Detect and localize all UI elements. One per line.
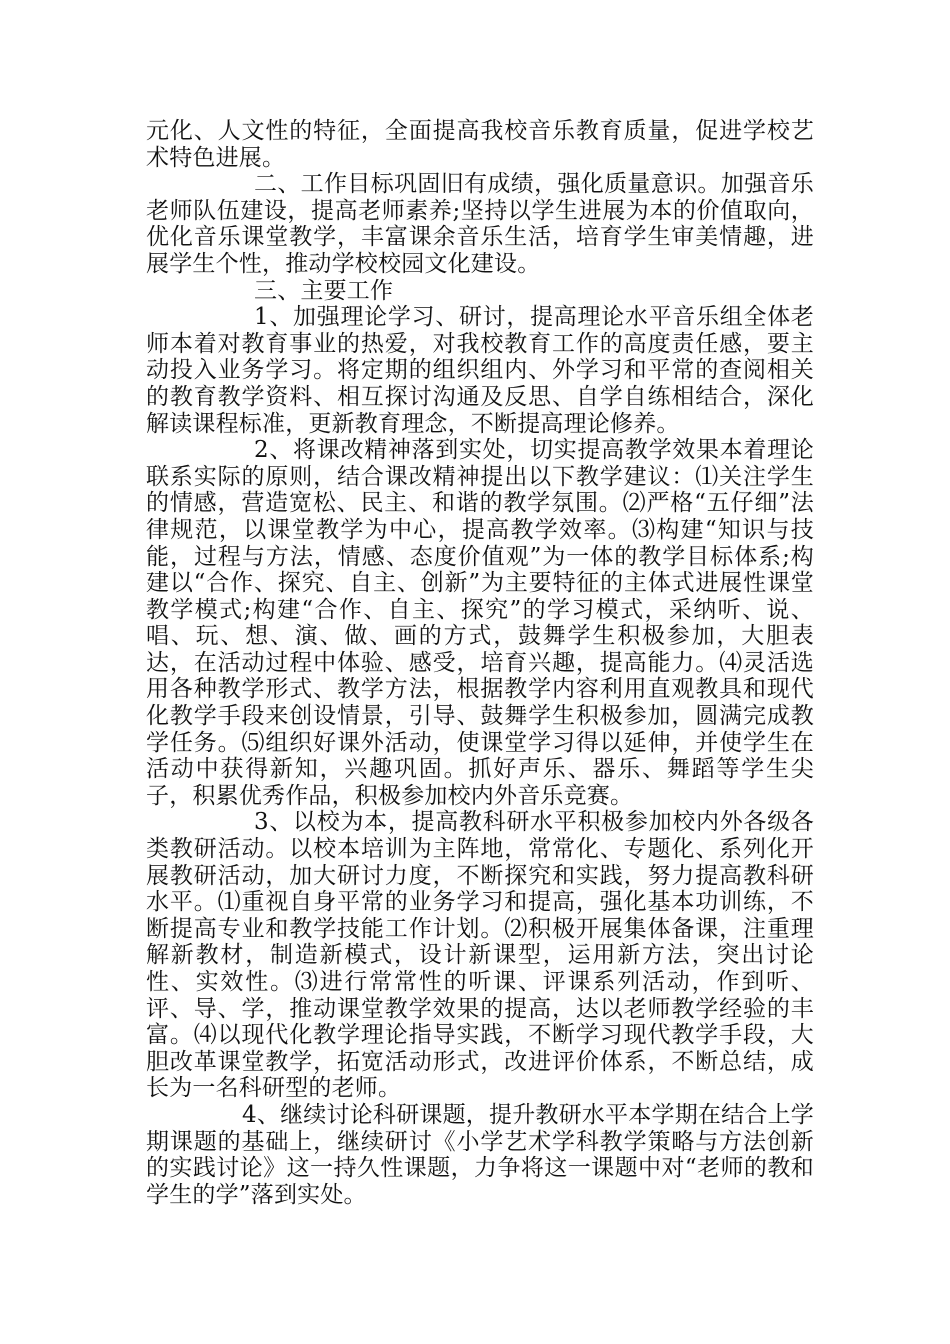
paragraph-item-1: 1、加强理论学习、研讨，提高理论水平音乐组全体老师本着对教育事业的热爱，对我校教育工作的高度责任感，要主动投入业务学习。将定期的组织组内、外学习和平常的查阅相关的教育教学资料、相互探讨沟通及反思、自学自练相结合，深化解读课程标准，更新教育理念，不断提高理论修养。	[146, 304, 814, 437]
paragraph-item-2: 2、将课改精神落到实处，切实提高教学效果本着理论联系实际的原则，结合课改精神提出以下教学建议：⑴关注学生的情感，营造宽松、民主、和谐的教学氛围。⑵严格“五仔细”法律规范，以课堂教学为中心，提高教学效率。⑶构建“知识与技能，过程与方法，情感、态度价值观”为一体的教学目标体系;构建以“合作、探究、自主、创新”为主要特征的主体式进展性课堂教学模式;构建“合作、自主、探究”的学习模式，采纳听、说、唱、玩、想、演、做、画的方式，鼓舞学生积极参加，大胆表达，在活动过程中体验、感受，培育兴趣，提高能力。⑷灵活选用各种教学形式、教学方法，根据教学内容利用直观教具和现代化教学手段来创设情景，引导、鼓舞学生积极参加，圆满完成教学任务。⑸组织好课外活动，使课堂学习得以延伸，并使学生在活动中获得新知，兴趣巩固。抓好声乐、器乐、舞蹈等学生尖子，积累优秀作品，积极参加校内外音乐竞赛。	[146, 437, 814, 809]
paragraph-intro-continuation: 元化、人文性的特征，全面提高我校音乐教育质量，促进学校艺术特色进展。	[146, 118, 814, 171]
document-body	[146, 118, 814, 1208]
paragraph-work-goals: 二、工作目标巩固旧有成绩，强化质量意识。加强音乐老师队伍建设，提高老师素养;坚持以学生进展为本的价值取向，优化音乐课堂教学，丰富课余音乐生活，培育学生审美情趣，进展学生个性，推动学校校园文化建设。	[146, 171, 814, 277]
section-heading-main-work: 三、主要工作	[254, 277, 394, 304]
paragraph-item-4: 4、继续讨论科研课题，提升教研水平本学期在结合上学期课题的基础上，继续研讨《小学艺术学科教学策略与方法创新的实践讨论》这一持久性课题，力争将这一课题中对“老师的教和学生的学”落到实处。	[146, 1101, 814, 1208]
paragraph-item-3: 3、以校为本，提高教科研水平积极参加校内外各级各类教研活动。以校本培训为主阵地，常常化、专题化、系列化开展教研活动，加大研讨力度，不断探究和实践，努力提高教科研水平。⑴重视自身平常的业务学习和提高，强化基本功训练，不断提高专业和教学技能工作计划。⑵积极开展集体备课，注重理解新教材，制造新模式，设计新课型，运用新方法，突出讨论性、实效性。⑶进行常常性的听课、评课系列活动，作到听、评、导、学，推动课堂教学效果的提高，达以老师教学经验的丰富。⑷以现代化教学理论指导实践，不断学习现代教学手段，大胆改革课堂教学，拓宽活动形式，改进评价体系，不断总结，成长为一名科研型的老师。	[146, 809, 814, 1102]
